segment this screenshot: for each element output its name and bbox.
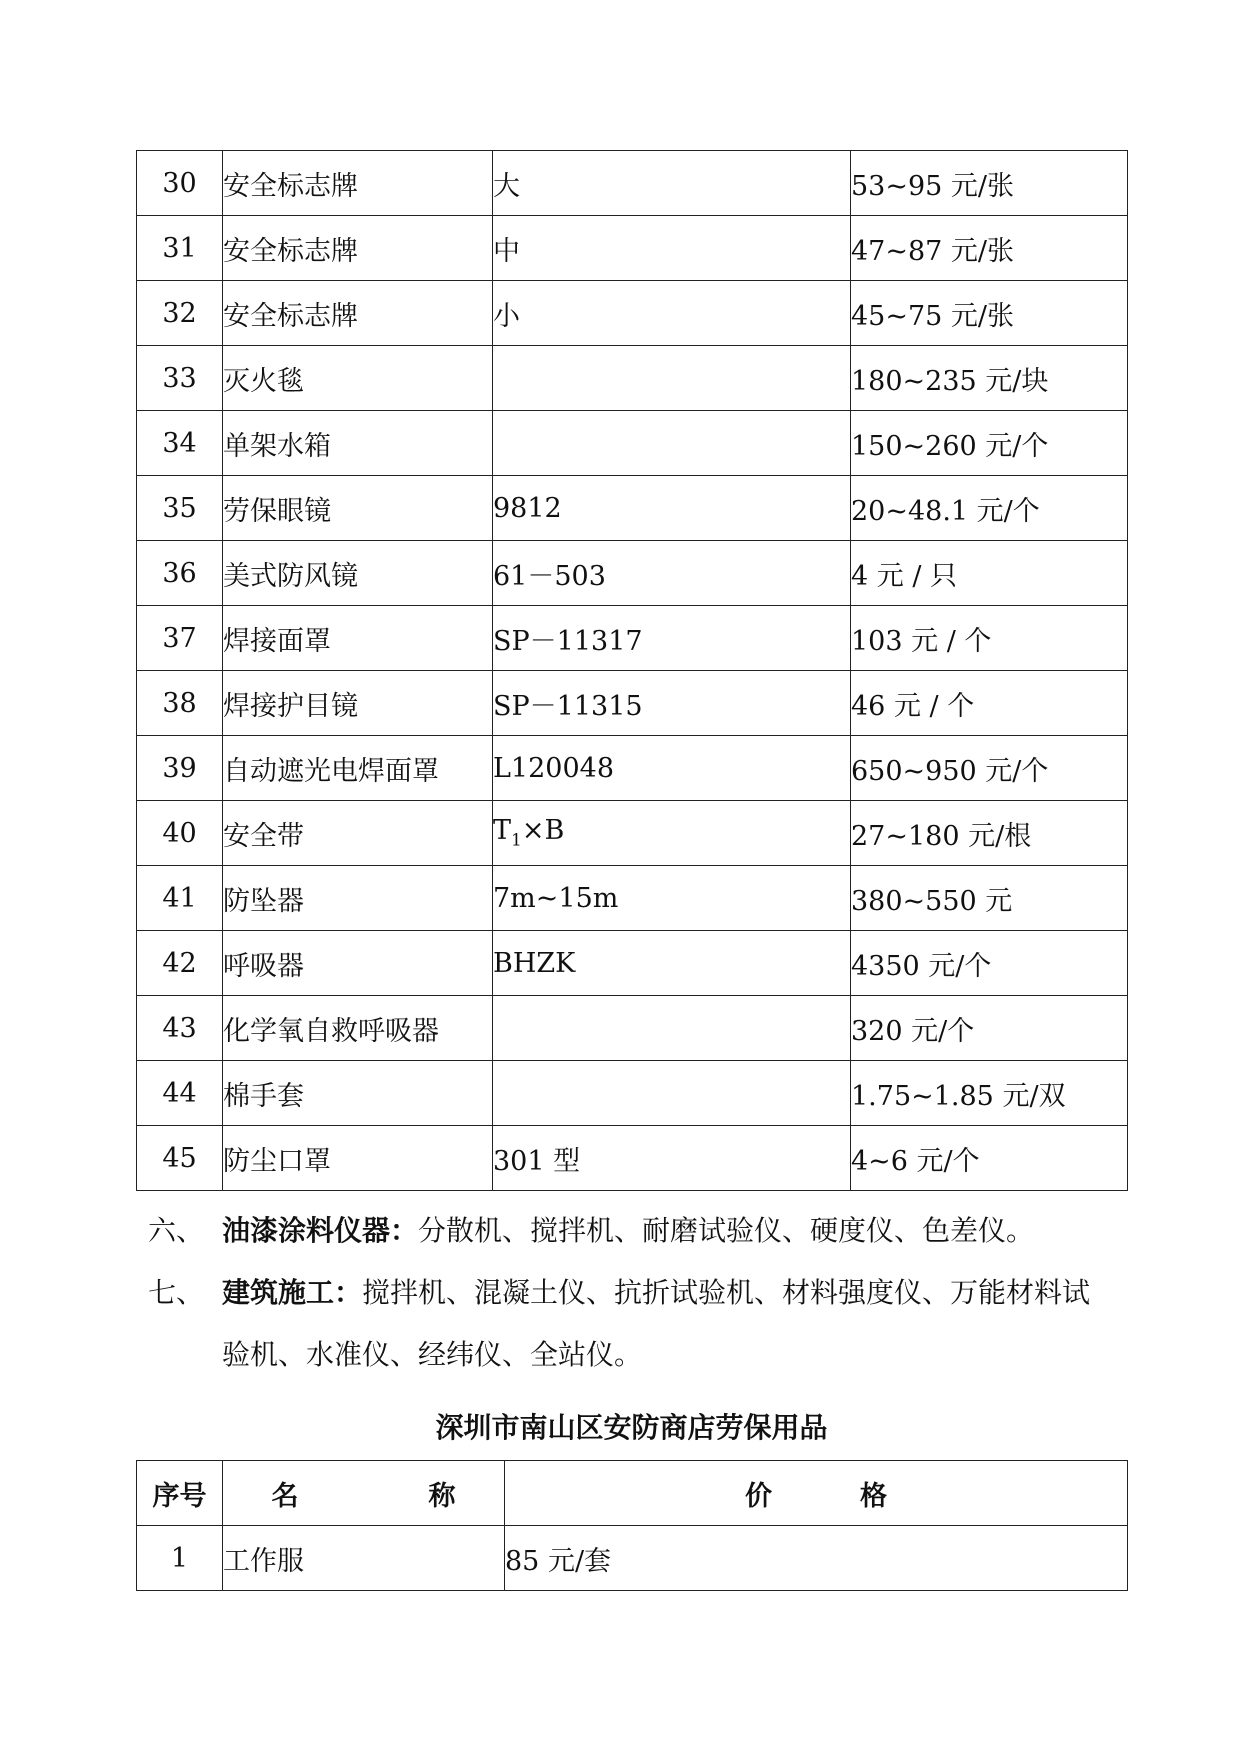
row-number: 42 bbox=[137, 931, 223, 996]
table-row bbox=[137, 476, 1128, 541]
header-name-char-1: 名 bbox=[271, 1480, 299, 1512]
item-spec bbox=[493, 1061, 851, 1126]
item-name: 单架水箱 bbox=[223, 411, 493, 476]
row-number: 1 bbox=[137, 1526, 223, 1591]
row-number: 38 bbox=[137, 671, 223, 736]
item-price: 4350 元/个 bbox=[851, 931, 1128, 996]
item-price: 1.75~1.85 元/双 bbox=[851, 1061, 1128, 1126]
item-name: 棉手套 bbox=[223, 1061, 493, 1126]
item-price: 4 元 / 只 bbox=[851, 541, 1128, 606]
table-row bbox=[137, 1526, 1128, 1591]
table-row bbox=[137, 1061, 1128, 1126]
item-name: 劳保眼镜 bbox=[223, 476, 493, 541]
table-row bbox=[137, 866, 1128, 931]
item-name: 安全标志牌 bbox=[223, 151, 493, 216]
item-price: 380~550 元 bbox=[851, 866, 1128, 931]
price-table-2 bbox=[136, 1460, 1128, 1591]
table-row bbox=[137, 346, 1128, 411]
section-marker: 七、 bbox=[148, 1276, 205, 1309]
header-price-char-2: 格 bbox=[860, 1480, 887, 1512]
table-row bbox=[137, 151, 1128, 216]
row-number: 30 bbox=[137, 151, 223, 216]
header-price-char-1: 价 bbox=[745, 1480, 772, 1512]
table-row bbox=[137, 931, 1128, 996]
item-spec: 61－503 bbox=[493, 541, 851, 606]
item-spec: 9812 bbox=[493, 476, 851, 541]
section-marker: 六、 bbox=[148, 1214, 205, 1247]
table-header-row bbox=[137, 1461, 1128, 1526]
table-row bbox=[137, 216, 1128, 281]
row-number: 41 bbox=[137, 866, 223, 931]
item-spec: 301 型 bbox=[493, 1126, 851, 1191]
item-spec: 中 bbox=[493, 216, 851, 281]
item-spec: 大 bbox=[493, 151, 851, 216]
table-row bbox=[137, 1126, 1128, 1191]
item-name: 焊接护目镜 bbox=[223, 671, 493, 736]
item-spec bbox=[493, 996, 851, 1061]
item-price: 53~95 元/张 bbox=[851, 151, 1128, 216]
table-row bbox=[137, 671, 1128, 736]
store-title: 深圳市南山区安防商店劳保用品 bbox=[435, 1411, 828, 1444]
row-number: 43 bbox=[137, 996, 223, 1061]
table-row bbox=[137, 606, 1128, 671]
item-price: 180~235 元/块 bbox=[851, 346, 1128, 411]
item-price: 27~180 元/根 bbox=[851, 801, 1128, 866]
item-spec: SP－11315 bbox=[493, 671, 851, 736]
item-spec bbox=[493, 411, 851, 476]
section-body-continued: 验机、水准仪、经纬仪、全站仪。 bbox=[222, 1338, 643, 1371]
header-name-char-2: 称 bbox=[428, 1480, 456, 1512]
item-price: 320 元/个 bbox=[851, 996, 1128, 1061]
header-no: 序号 bbox=[137, 1461, 223, 1526]
item-name: 工作服 bbox=[223, 1526, 505, 1591]
item-price: 20~48.1 元/个 bbox=[851, 476, 1128, 541]
item-price: 45~75 元/张 bbox=[851, 281, 1128, 346]
item-price: 4~6 元/个 bbox=[851, 1126, 1128, 1191]
item-name: 美式防风镜 bbox=[223, 541, 493, 606]
item-price: 85 元/套 bbox=[505, 1526, 1128, 1591]
row-number: 44 bbox=[137, 1061, 223, 1126]
section-paint-instruments bbox=[148, 1200, 1138, 1262]
item-spec: L120048 bbox=[493, 736, 851, 801]
table-row bbox=[137, 736, 1128, 801]
item-name: 焊接面罩 bbox=[223, 606, 493, 671]
item-name: 防尘口罩 bbox=[223, 1126, 493, 1191]
spec-main: T bbox=[493, 815, 512, 847]
table-row bbox=[137, 996, 1128, 1061]
section-body: 分散机、搅拌机、耐磨试验仪、硬度仪、色差仪。 bbox=[418, 1214, 1035, 1247]
item-price: 47~87 元/张 bbox=[851, 216, 1128, 281]
item-spec: 小 bbox=[493, 281, 851, 346]
row-number: 36 bbox=[137, 541, 223, 606]
item-name: 化学氧自救呼吸器 bbox=[223, 996, 493, 1061]
spec-tail: ×B bbox=[521, 815, 565, 847]
item-price: 46 元 / 个 bbox=[851, 671, 1128, 736]
row-number: 37 bbox=[137, 606, 223, 671]
row-number: 33 bbox=[137, 346, 223, 411]
item-price: 103 元 / 个 bbox=[851, 606, 1128, 671]
item-spec bbox=[493, 801, 851, 866]
table-row bbox=[137, 281, 1128, 346]
row-number: 39 bbox=[137, 736, 223, 801]
section-title: 油漆涂料仪器： bbox=[222, 1214, 419, 1247]
item-name: 安全标志牌 bbox=[223, 281, 493, 346]
table-row bbox=[137, 801, 1128, 866]
section-body: 搅拌机、混凝土仪、抗折试验机、材料强度仪、万能材料试 bbox=[362, 1276, 1091, 1309]
item-name: 灭火毯 bbox=[223, 346, 493, 411]
item-name: 安全标志牌 bbox=[223, 216, 493, 281]
row-number: 32 bbox=[137, 281, 223, 346]
table-row bbox=[137, 541, 1128, 606]
item-name: 防坠器 bbox=[223, 866, 493, 931]
header-price bbox=[505, 1461, 1128, 1526]
header-name bbox=[223, 1461, 505, 1526]
row-number: 35 bbox=[137, 476, 223, 541]
item-price: 150~260 元/个 bbox=[851, 411, 1128, 476]
item-spec bbox=[493, 346, 851, 411]
item-spec: BHZK bbox=[493, 931, 851, 996]
row-number: 31 bbox=[137, 216, 223, 281]
table-row bbox=[137, 411, 1128, 476]
price-table-1 bbox=[136, 150, 1128, 1191]
item-spec: 7m~15m bbox=[493, 866, 851, 931]
section-construction bbox=[148, 1262, 1138, 1386]
section-title: 建筑施工： bbox=[222, 1276, 363, 1309]
item-name: 自动遮光电焊面罩 bbox=[223, 736, 493, 801]
item-spec: SP－11317 bbox=[493, 606, 851, 671]
item-name: 安全带 bbox=[223, 801, 493, 866]
item-name: 呼吸器 bbox=[223, 931, 493, 996]
item-price: 650~950 元/个 bbox=[851, 736, 1128, 801]
row-number: 40 bbox=[137, 801, 223, 866]
row-number: 34 bbox=[137, 411, 223, 476]
spec-subscript: 1 bbox=[511, 830, 522, 851]
row-number: 45 bbox=[137, 1126, 223, 1191]
